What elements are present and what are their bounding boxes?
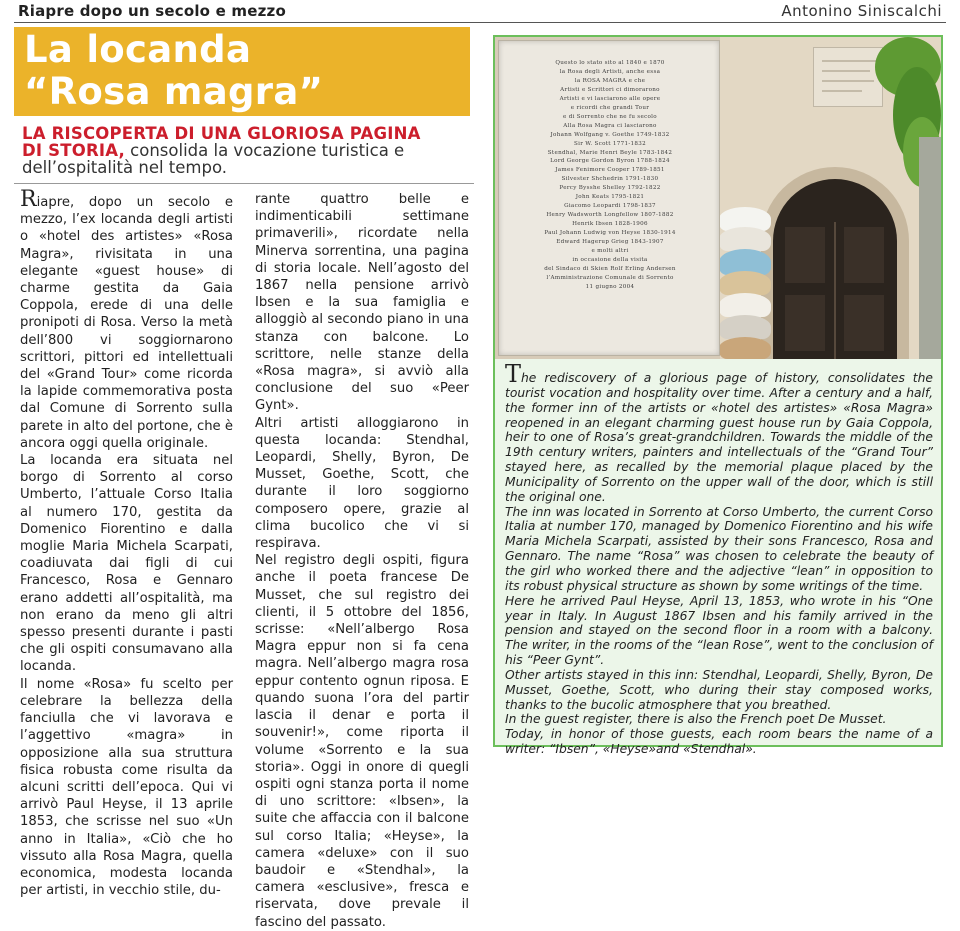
deck-highlight-2: DI STORIA, [22,141,125,160]
deck-rule [14,183,474,184]
photo-shutter [919,137,941,359]
drop-cap: R [20,187,37,212]
photo-hats [719,207,771,359]
plaque-line: Henrik Ibsen 1828-1906 [572,221,648,228]
paragraph: rante quattro belle e indimenticabili settimane primaverili», ricordate nella Minerva sorrentina, una pagina di storia locale. Nell’agosto del 1867 nella pensione arrivò Ibsen e la sua famiglia e alloggiò al secondo piano in una stanza con balcone. Lo scrittore, nelle stanze della «Rosa magra», si avviò alla conclusione del suo «Peer Gynt». [255,192,469,414]
paragraph: Nel registro degli ospiti, figura anche il poeta francese De Musset, che sul registro dei clienti, il 5 ottobre del 1856, scrisse: «Nell’albergo Rosa Magra eppur non si fa cena magra. Nell’albergo magra rosa eppur contento ognun riposa. E quando suona l’ora del partir lascia il denar e porta il souvenir!», come riporta il volume «Sorrento e la sua storia». Oggi in onore di quegli ospiti ogni stanza porta il nome di uno scrittore: «Ibsen», la suite che affaccia con il balcone sul corso Italia; «Heyse», la camera «deluxe» con il suo baudoir e «Stendhal», la camera «esclusive», fresca e riservata, dove prevale il fascino del passato. [255,553,469,930]
headline-box [14,27,470,116]
plaque-line: in occasione della visita [572,256,648,263]
article-column-1 [20,187,233,899]
deck-subtitle [22,125,472,176]
plaque-line: Artisti e vi lasciarono alle opere [559,95,661,102]
plaque-line: Henry Wadsworth Longfellow 1807-1882 [546,212,674,219]
paragraph: Other artists stayed in this inn: Stendhal, Leopardi, Shelly, Byron, De Musset, Goethe, Scott, who during their stay composed works, thanks to the bucolic atmosphere that you breathed. [505,667,933,712]
plaque-line: Stendhal, Marie Henri Beyle 1783-1842 [547,149,673,156]
plaque-line: e ricordi che grandi Tour [570,104,650,111]
plaque-line: Silvester Shchedrin 1791-1830 [561,176,659,183]
plaque-inscription [505,59,715,292]
plaque-line: Artisti e Scrittori ci dimorarono [560,86,660,93]
paragraph: Here he arrived Paul Heyse, April 13, 1853, who wrote in his “One year in Italy. In August 1867 Ibsen and his family arrived in the pension and stayed on the second floor in a room with a balcony. The writer, in the rooms of the “lean Rose”, went to the conclusion of his “Peer Gynt”. [505,593,933,668]
plaque-line: Questo lo stato sito al 1840 e 1870 [555,60,665,66]
plaque-line: Edward Hagerup Grieg 1843-1907 [556,239,664,246]
author-byline: Antonino Siniscalchi [781,2,942,20]
plaque-line: l’Amministrazione Comunale di Sorrento [546,274,674,281]
plaque-line: 11 giugno 2004 [585,283,635,290]
photo-plaque-and-door [495,37,941,359]
plaque-line: la ROSA MAGRA e che [574,77,646,84]
plaque-line: James Fenimore Cooper 1789-1851 [555,167,665,174]
photo-wall-sign [813,47,883,107]
drop-cap: T [505,360,522,388]
english-text [505,360,933,757]
header-rule [14,22,946,23]
plaque-line: John Keats 1795-1821 [575,194,645,201]
deck-highlight-1: LA RISCOPERTA DI UNA GLORIOSA PAGINA [22,124,421,143]
section-kicker: Riapre dopo un secolo e mezzo [18,2,286,20]
plaque-line: e di Sorrento che ne fu secolo [563,113,657,120]
paragraph: Altri artisti alloggiarono in questa locanda: Stendhal, Leopardi, Shelly, Byron, De Musset, Goethe, Scott, che durante il loro soggiorno composero opere, grazie al clima bucolico che vi si respirava. [255,415,469,552]
paragraph: The rediscovery of a glorious page of history, consolidates the tourist vocation and hospitality over time. After a century and a half, the former inn of the artists or «hotel des artistes» «Rosa Magra» reopened in an elegant charming guest house run by Gaia Coppola, heir to one of Rosa’s great-grandchildren. Towards the middle of the 19th century writers, painters and intellectuals of the “Grand Tour” stayed here, as recalled by the memorial plaque placed by the Municipality of Sorrento on the upper wall of the door, which is still the original one. [505,360,933,504]
article-column-2 [255,191,469,931]
deck-rest: consolida la vocazione turistica e dell’ospitalità nel tempo. [22,141,405,177]
plaque-line: Giacomo Leopardi 1798-1837 [564,203,656,210]
paragraph: In the guest register, there is also the French poet De Musset. [505,712,887,727]
paragraph: Il nome «Rosa» fu scelto per celebrare la bellezza della fanciulla che vi lavorava e l’aggettivo «magra» in opposizione alla sua struttura fisica robusta come risulta da alcuni scritti dell’epoca. Qui vi arrivò Paul Heyse, il 13 aprile 1853, che scrisse nel suo «Un anno in Italia», «Ciò che ho vissuto alla Rosa Magra, quella economica, modesta locanda per artisti, in vecchio stile, du- [20,676,233,899]
headline-line-1: La locanda [24,28,252,71]
paragraph: Today, in honor of those guests, each room bears the name of a writer: “Ibsen”, «Heyse»and «Stendhal». [505,727,933,757]
plaque-line: del Sindaco di Skien Rolf Erling Andersen [544,265,676,272]
plaque-line: Johann Wolfgang v. Goethe 1749-1832 [550,131,670,138]
paragraph: The inn was located in Sorrento at Corso Umberto, the current Corso Italia at number 170, managed by Domenico Fiorentino and his wife Maria Michela Scarpati, assisted by their sons Francesco, Rosa and Gennaro. The name “Rosa” was chosen to celebrate the beauty of the girl who worked there and the adjective “lean” in opposition to its robust physical structure as shown by some writings of the time. [505,504,933,593]
plaque-line: e molti altri [591,248,629,255]
plaque-line: Sir W. Scott 1771-1832 [574,140,646,147]
plaque-line: Percy Bysshe Shelley 1792-1822 [559,185,661,192]
english-translation-box [493,35,943,757]
paragraph: La locanda era situata nel borgo di Sorrento al corso Umberto, l’attuale Corso Italia al numero 170, gestita da Domenico Fiorentino e dalla moglie Maria Michela Scarpati, coadiuvata dai figli di cui Francesco, Rosa e Gennaro erano addetti all’ospitalità, ma non erano da meno gli altri spesso presenti durante i pasti che gli ospiti consumavano alla locanda. [20,453,233,675]
plaque-line: Paul Johann Ludwig von Heyse 1830-1914 [544,230,676,237]
plaque-line: Alla Rosa Magra ci lasciarono [563,122,657,129]
paragraph: Riapre, dopo un secolo e mezzo, l’ex locanda degli artisti o «hotel des artistes» «Rosa Magra», rivisitata in una elegante «guest house» di charme gestita da Gaia Coppola, erede di una delle pronipoti di Rosa. Verso la metà dell’800 vi soggiornarono scrittori, pittori ed intellettuali del «Grand Tour» come ricorda la lapide commemorativa posta dal Comune di Sorrento sulla parete in alto del portone, che è ancora oggi quella originale. [20,187,233,451]
commemorative-plaque [498,40,720,356]
headline-line-2: “Rosa magra” [24,70,324,113]
plaque-line: la Rosa degli Artisti, anche essa [559,68,661,75]
plaque-line: Lord George Gordon Byron 1788-1824 [550,158,670,165]
